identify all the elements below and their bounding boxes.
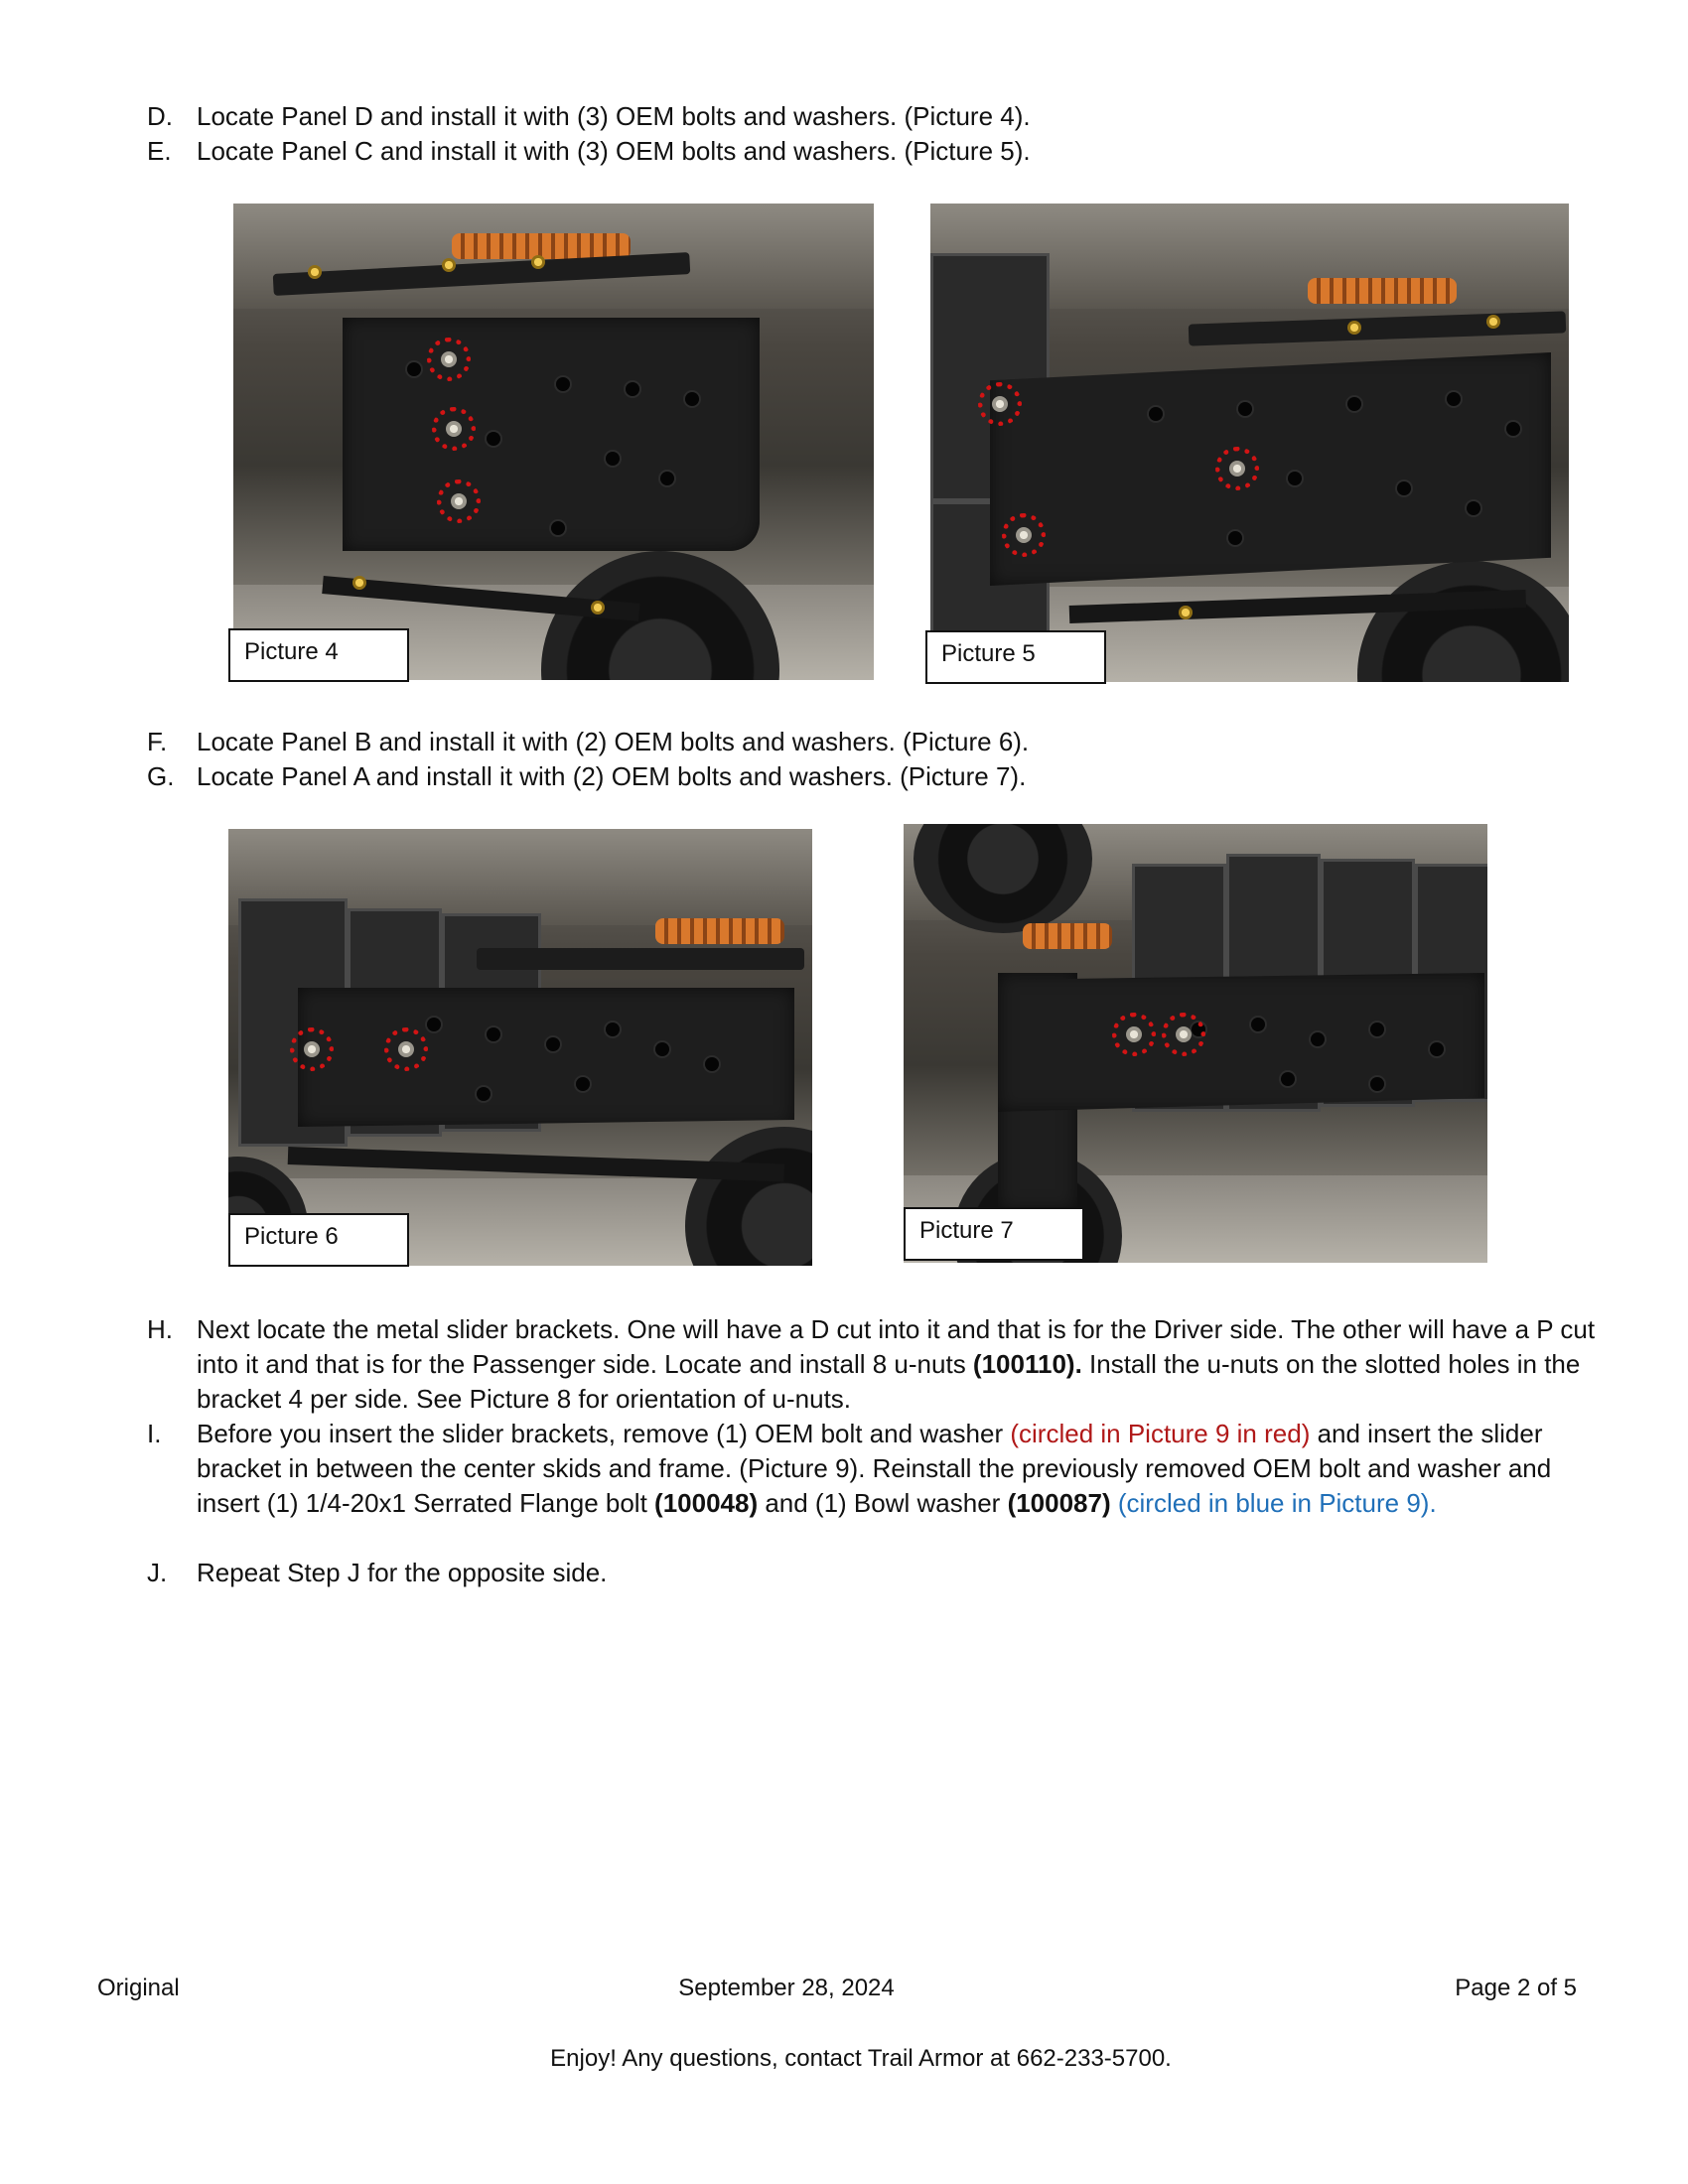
red-bolt-circle [384, 1027, 428, 1071]
footer-revision: Original [97, 1975, 180, 2001]
step-text: Before you insert the slider brackets, remove (1) OEM bolt and washer (circled in Picture 9 in red) and insert the slider bracket in between the center skids and frame. (Picture 9). Reinstall the previously removed OEM bolt and washer and insert (1) 1/4-20x1 Serrated Flange bolt (100048) and (1) Bowl washer (100087) (circled in blue in Picture 9). [197, 1419, 1552, 1518]
picture-7-caption: Picture 7 [904, 1207, 1084, 1261]
part-number: (100087) [1007, 1488, 1111, 1518]
step-letter: J. [147, 1558, 168, 1587]
footer-page-number: Page 2 of 5 [1455, 1975, 1577, 2001]
step-letter: I. [147, 1419, 162, 1448]
step-i [147, 1417, 1597, 1521]
part-number: (100048) [654, 1488, 759, 1518]
red-bolt-circle [978, 382, 1022, 426]
red-bolt-circle [437, 479, 481, 523]
red-bolt-circle [427, 338, 471, 381]
step-f [147, 725, 1597, 759]
step-letter: G. [147, 761, 175, 791]
blue-note: (circled in blue in Picture 9). [1117, 1488, 1437, 1518]
picture-7-photo [904, 824, 1487, 1263]
step-letter: F. [147, 727, 168, 756]
picture-4-caption: Picture 4 [228, 628, 409, 682]
picture-6-photo [228, 829, 812, 1266]
step-d [147, 99, 1597, 134]
red-bolt-circle [290, 1027, 334, 1071]
step-text: Locate Panel D and install it with (3) OEM bolts and washers. (Picture 4). [197, 101, 1031, 131]
step-letter: H. [147, 1314, 173, 1344]
footer-date: September 28, 2024 [678, 1975, 895, 2001]
red-bolt-circle [1162, 1013, 1205, 1056]
red-bolt-circle [1112, 1013, 1156, 1056]
step-letter: D. [147, 101, 173, 131]
red-bolt-circle [432, 407, 476, 451]
step-j [147, 1556, 1597, 1590]
red-bolt-circle [1002, 513, 1046, 557]
step-text: Locate Panel C and install it with (3) OEM bolts and washers. (Picture 5). [197, 136, 1031, 166]
step-g [147, 759, 1597, 794]
picture-6-caption: Picture 6 [228, 1213, 409, 1267]
red-note: (circled in Picture 9 in red) [1010, 1419, 1311, 1448]
step-text: Locate Panel A and install it with (2) OEM bolts and washers. (Picture 7). [197, 761, 1027, 791]
picture-5-photo [930, 204, 1569, 682]
footer-contact: Enjoy! Any questions, contact Trail Armor at 662-233-5700. [550, 2045, 1172, 2072]
step-e [147, 134, 1597, 169]
step-text: Next locate the metal slider brackets. One will have a D cut into it and that is for the Driver side. The other will have a P cut into it and that is for the Passenger side. Locate and install 8 u-nuts (100110). Install the u-nuts on the slotted holes in the bracket 4 per side. See Picture 8 for orientation of u-nuts. [197, 1314, 1596, 1414]
step-text: Locate Panel B and install it with (2) OEM bolts and washers. (Picture 6). [197, 727, 1030, 756]
red-bolt-circle [1215, 447, 1259, 490]
step-text: Repeat Step J for the opposite side. [197, 1558, 608, 1587]
picture-4-photo [233, 204, 874, 680]
part-number: (100110). [972, 1349, 1082, 1379]
step-h [147, 1312, 1597, 1417]
picture-5-caption: Picture 5 [925, 630, 1106, 684]
step-letter: E. [147, 136, 172, 166]
